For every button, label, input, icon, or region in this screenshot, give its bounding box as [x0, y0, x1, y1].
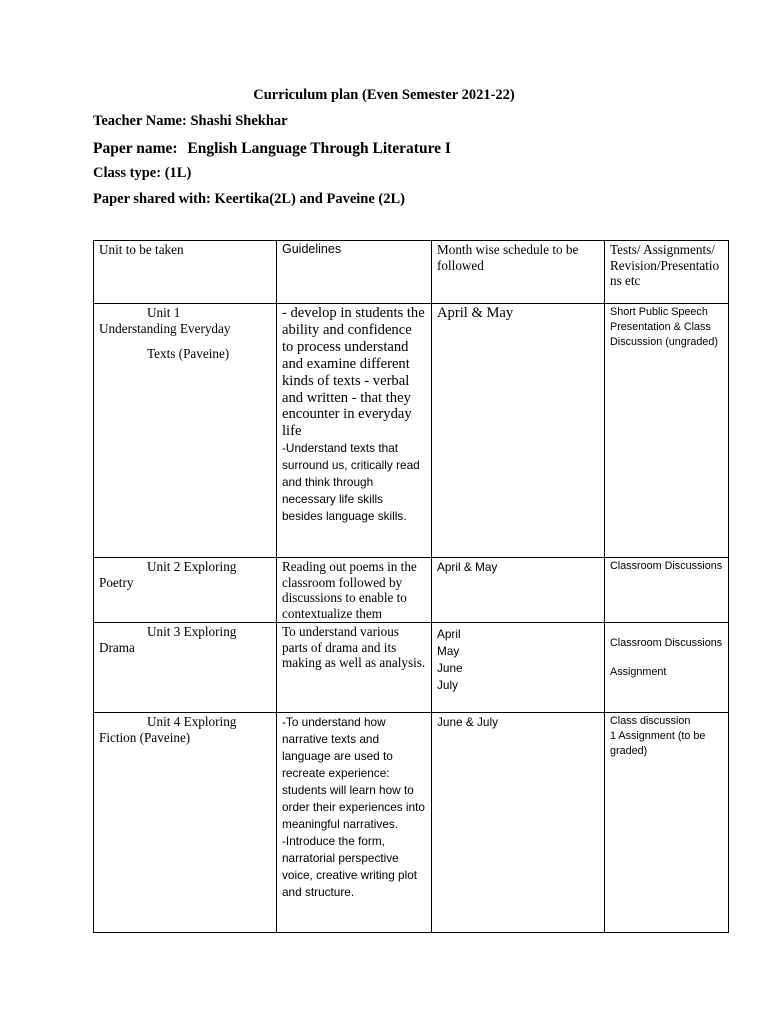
class-value: (1L)	[164, 165, 192, 181]
teacher-label: Teacher Name:	[93, 113, 187, 129]
table-row	[94, 558, 729, 623]
tests-text-2: Assignment	[610, 666, 667, 678]
unit-title: Unit 3 Exploring	[147, 624, 237, 639]
header-guidelines: Guidelines	[277, 241, 432, 304]
table-row	[94, 304, 729, 558]
unit-cell	[94, 623, 277, 713]
schedule-month: June	[437, 661, 463, 675]
teacher-value: Shashi Shekhar	[190, 113, 288, 129]
unit-title: Unit 4 Exploring	[147, 714, 237, 729]
unit-title: Unit 1	[147, 305, 181, 320]
guidelines-cell	[277, 713, 432, 933]
unit-title: Unit 2 Exploring	[147, 559, 237, 574]
paper-name-line	[93, 140, 451, 158]
table-row	[94, 623, 729, 713]
header-tests: Tests/ Assignments/ Revision/Presentations etc	[605, 241, 729, 304]
paper-shared-line	[93, 191, 405, 208]
tests-text-2: 1 Assignment (to be graded)	[610, 730, 706, 757]
paper-value: English Language Through Literature I	[187, 140, 451, 157]
header-unit: Unit to be taken	[94, 241, 277, 304]
table-header-row	[94, 241, 729, 304]
unit-subtitle: Understanding Everyday	[99, 320, 231, 336]
table-row	[94, 713, 729, 933]
tests-text: Classroom Discussions	[610, 637, 723, 649]
guidelines-cell: To understand various parts of drama and its making as well as analysis.	[277, 623, 432, 713]
paper-label: Paper name:	[93, 140, 178, 157]
document-title: Curriculum plan (Even Semester 2021-22)	[253, 87, 515, 103]
tests-cell	[605, 713, 729, 933]
unit-cell	[94, 558, 277, 623]
schedule-month: May	[437, 644, 460, 658]
guidelines-cell	[277, 304, 432, 558]
unit-subtitle: Poetry	[99, 574, 134, 590]
shared-label: Paper shared with:	[93, 191, 211, 207]
guidelines-text-2: -Introduce the form, narratorial perspective voice, creative writing plot and structure.	[282, 834, 418, 899]
tests-cell: Short Public Speech Presentation & Class Discussion (ungraded)	[605, 304, 729, 558]
unit-subtitle: Drama	[99, 639, 135, 655]
tests-cell: Classroom Discussions	[605, 558, 729, 623]
schedule-cell: April & May	[432, 304, 605, 558]
curriculum-table	[93, 240, 729, 933]
schedule-month: July	[437, 678, 458, 692]
unit-cell	[94, 713, 277, 933]
schedule-cell: April & May	[432, 558, 605, 623]
tests-text: Class discussion	[610, 715, 691, 727]
schedule-cell	[432, 623, 605, 713]
guidelines-text-2: -Understand texts that surround us, critically read and think through necessary life skills besides language skills.	[282, 441, 420, 524]
unit-subtitle: Fiction (Paveine)	[99, 729, 191, 745]
header-schedule: Month wise schedule to be followed	[432, 241, 605, 304]
unit-cell	[94, 304, 277, 558]
schedule-cell: June & July	[432, 713, 605, 933]
class-label: Class type:	[93, 165, 162, 181]
class-type-line	[93, 165, 191, 182]
shared-value: Keertika(2L) and Paveine (2L)	[214, 191, 406, 207]
guidelines-text: -To understand how narrative texts and language are used to recreate experience: students will learn how to order their experiences into meaningful narratives.	[282, 715, 425, 831]
unit-subtitle-2: Texts (Paveine)	[147, 346, 230, 361]
tests-cell	[605, 623, 729, 713]
guidelines-text: - develop in students the ability and confidence to process understand and examine different kinds of texts - verbal and written - that they encounter in everyday life	[282, 305, 425, 440]
teacher-name-line	[93, 113, 288, 130]
schedule-month: April	[437, 627, 461, 641]
guidelines-cell: Reading out poems in the classroom followed by discussions to enable to contextualize them	[277, 558, 432, 623]
